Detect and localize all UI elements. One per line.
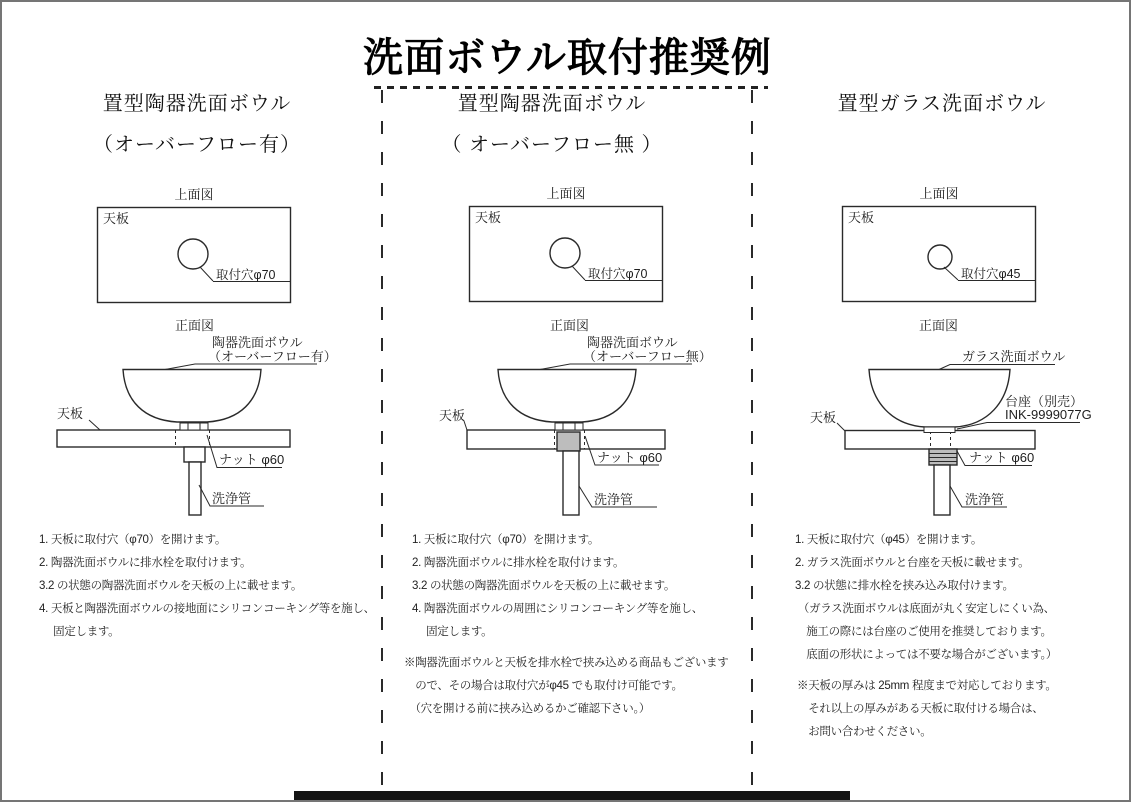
leader-line (165, 364, 317, 370)
nut (184, 447, 205, 462)
counter-label: 天板 (57, 406, 84, 421)
nut-label: ナット φ60 (597, 450, 663, 465)
column3-installation-steps (795, 529, 1057, 667)
bottom-bar (294, 791, 850, 800)
column3-top-view-diagram (841, 187, 1051, 305)
bowl-label-line1: 陶器洗面ボウル (587, 335, 678, 350)
mounting-hole-label: 取付穴φ70 (588, 267, 648, 281)
counter-label: 天板 (475, 210, 502, 225)
leader-line (957, 423, 1080, 430)
step-line: 施工の際には台座のご使用を推奨しております。 (795, 626, 1052, 638)
note-line: それ以上の厚みがある天板に取付ける場合は、 (797, 703, 1044, 715)
leader-line (540, 364, 692, 370)
counter-label: 天板 (439, 408, 466, 423)
column3-heading-line1: 置型ガラス洗面ボウル (837, 93, 1047, 115)
drain-pipe (189, 462, 201, 515)
counter-label: 天板 (103, 211, 130, 226)
bowl-label-line2: （オーバーフロー無） (583, 349, 712, 364)
leader-line (939, 365, 1055, 370)
column3-heading (787, 92, 1097, 133)
pedestal (924, 427, 955, 433)
step-line: （ガラス洗面ボウルは底面が丸く安定しにくい為、 (795, 603, 1055, 615)
note-line: （穴を開ける前に挟み込めるかご確認下さい。） (404, 703, 651, 715)
column2-top-view-diagram (468, 187, 678, 305)
column2-heading-line2: （ オーバーフロー無 ） (441, 134, 663, 156)
bowl-outline (123, 370, 261, 423)
column2-front-view-diagram (407, 314, 757, 519)
note-line: お問い合わせください。 (797, 726, 932, 738)
bowl-label-line1: ガラス洗面ボウル (962, 349, 1066, 364)
top-view-title: 上面図 (174, 188, 214, 202)
leader-line (89, 420, 100, 430)
column1-front-view-diagram (32, 314, 382, 519)
front-view-title: 正面図 (550, 318, 590, 333)
drain-flange (180, 423, 208, 430)
mounting-hole-label: 取付穴φ45 (961, 267, 1021, 281)
column2-installation-steps (412, 529, 703, 644)
step-line: 固定します。 (39, 626, 120, 638)
top-view-title: 上面図 (546, 187, 586, 201)
pipe-label: 洗浄管 (594, 492, 634, 507)
column2-note (404, 652, 728, 721)
column2-heading-line1: 置型陶器洗面ボウル (457, 93, 647, 115)
nut (557, 432, 580, 451)
column2-heading (397, 92, 707, 157)
counter-top-section (57, 430, 290, 447)
counter-top-section (845, 431, 1035, 450)
top-view-title: 上面図 (919, 187, 959, 201)
column1-heading (42, 92, 352, 157)
bowl-outline (498, 370, 636, 423)
note-line: ※天板の厚みは 25mm 程度まで対応しております。 (797, 680, 1057, 692)
step-line: 1. 天板に取付穴（φ70）を開けます。 (412, 534, 600, 546)
step-line: 4. 天板と陶器洗面ボウルの接地面にシリコンコーキング等を施し、 (39, 603, 375, 615)
pedestal-label-line1: 台座（別売） (1005, 394, 1084, 409)
column1-installation-steps (39, 529, 375, 644)
page-title: 洗面ボウル取付推奨例 (363, 36, 772, 80)
nut-label: ナット φ60 (219, 452, 285, 467)
front-view-title: 正面図 (919, 318, 959, 333)
bowl-outline (869, 370, 1010, 428)
step-line: 3.2 の状態の陶器洗面ボウルを天板の上に載せます。 (39, 580, 303, 592)
mounting-hole (550, 238, 580, 268)
note-line: ので、その場合は取付穴がφ45 でも取付け可能です。 (404, 680, 683, 692)
drain-pipe (563, 451, 579, 515)
bowl-label-line2: （オーバーフロー有） (208, 349, 337, 364)
column3-front-view-diagram (754, 314, 1104, 519)
step-line: 3.2 の状態に排水栓を挟み込み取付けます。 (795, 580, 1014, 592)
bowl-label-line1: 陶器洗面ボウル (212, 335, 303, 350)
column1-top-view-diagram (96, 188, 306, 306)
counter-label: 天板 (810, 410, 837, 425)
column1-heading-line1: 置型陶器洗面ボウル (102, 93, 292, 115)
drain-flange (555, 423, 583, 430)
column1-heading-line2: （オーバーフロー有） (93, 134, 301, 156)
leader-line (464, 421, 467, 430)
counter-label: 天板 (848, 210, 875, 225)
front-view-title: 正面図 (175, 318, 215, 333)
step-line: 底面の形状によっては不要な場合がございます。） (795, 649, 1058, 661)
note-line: ※陶器洗面ボウルと天板を排水栓で挟み込める商品もございます (404, 657, 729, 669)
mounting-hole-label: 取付穴φ70 (216, 268, 276, 282)
column3-note (797, 675, 1057, 744)
step-line: 固定します。 (412, 626, 493, 638)
step-line: 3.2 の状態の陶器洗面ボウルを天板の上に載せます。 (412, 580, 676, 592)
step-line: 2. ガラス洗面ボウルと台座を天板に載せます。 (795, 557, 1030, 569)
title-underline (374, 86, 768, 89)
step-line: 4. 陶器洗面ボウルの周囲にシリコンコーキング等を施し、 (412, 603, 703, 615)
nut-label: ナット φ60 (969, 450, 1035, 465)
leader-line (837, 423, 845, 431)
pipe-label: 洗浄管 (965, 492, 1005, 507)
pedestal-label-line2: INK-9999077G (1005, 407, 1092, 422)
step-line: 2. 陶器洗面ボウルに排水栓を取付けます。 (412, 557, 625, 569)
pipe-label: 洗浄管 (212, 491, 252, 506)
drain-pipe (934, 465, 950, 515)
step-line: 1. 天板に取付穴（φ70）を開けます。 (39, 534, 227, 546)
mounting-hole (928, 245, 952, 269)
step-line: 2. 陶器洗面ボウルに排水栓を取付けます。 (39, 557, 252, 569)
step-line: 1. 天板に取付穴（φ45）を開けます。 (795, 534, 983, 546)
mounting-hole (178, 239, 208, 269)
